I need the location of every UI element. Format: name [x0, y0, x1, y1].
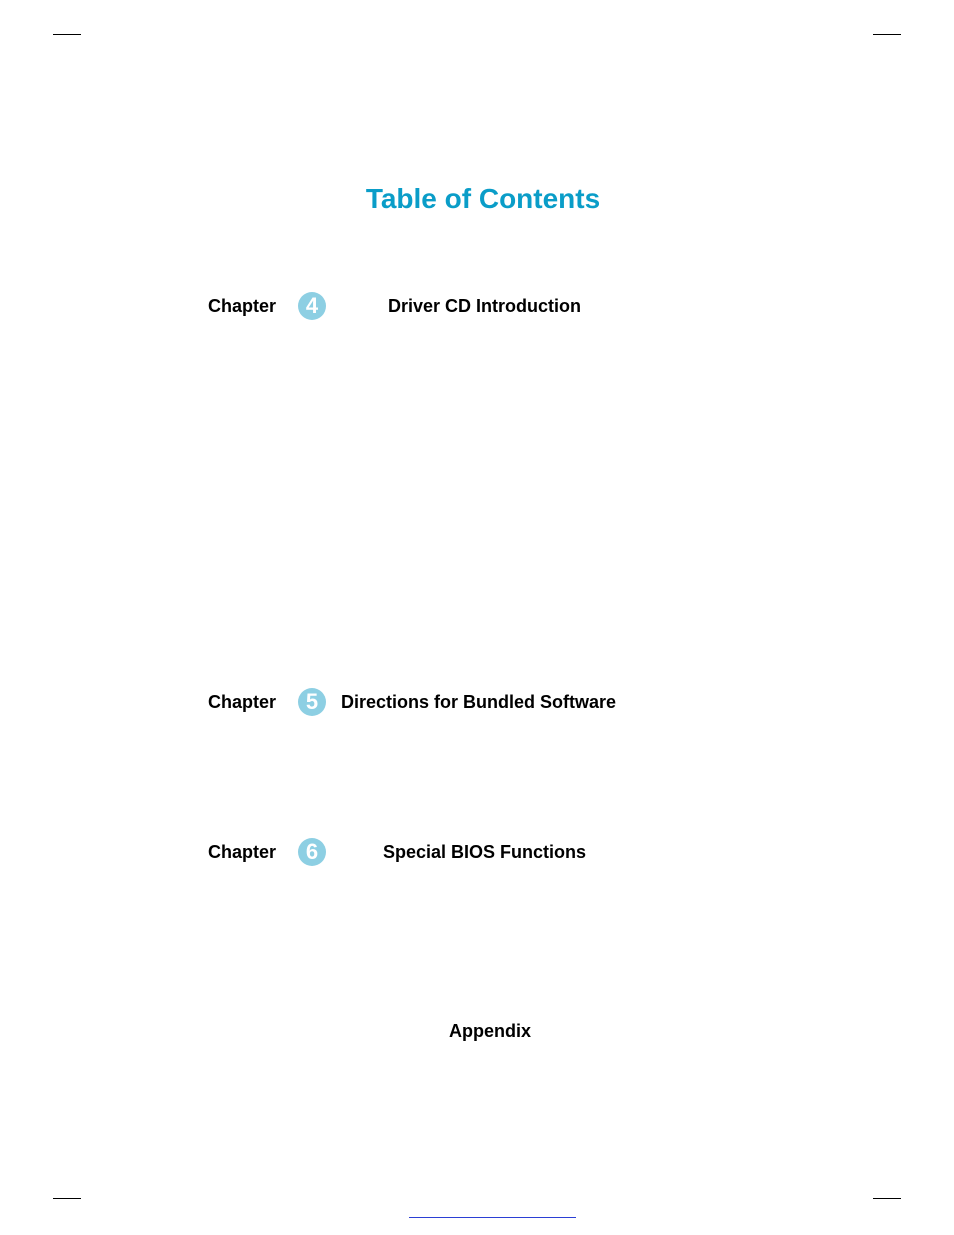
- toc-entry-chapter-6: [0, 838, 954, 868]
- crop-mark-bottom-left: [53, 1198, 81, 1199]
- chapter-number-badge: 4: [298, 292, 326, 320]
- crop-mark-top-right: [873, 34, 901, 35]
- chapter-label: Chapter: [208, 296, 277, 316]
- chapter-label: Chapter: [208, 842, 277, 862]
- page-title: Table of Contents: [365, 183, 601, 214]
- chapter-title: Directions for Bundled Software: [341, 692, 617, 712]
- chapter-number-badge: 6: [298, 838, 326, 866]
- chapter-label: Chapter: [208, 692, 277, 712]
- toc-entry-chapter-4: [0, 292, 954, 322]
- toc-entry-chapter-5: [0, 688, 954, 718]
- toc-entry-appendix: Appendix: [449, 1021, 532, 1041]
- crop-mark-top-left: [53, 34, 81, 35]
- crop-mark-bottom-right: [873, 1198, 901, 1199]
- chapter-number-badge: 5: [298, 688, 326, 716]
- chapter-title: Driver CD Introduction: [388, 296, 582, 316]
- footer-rule: [409, 1217, 576, 1218]
- chapter-title: Special BIOS Functions: [383, 842, 587, 862]
